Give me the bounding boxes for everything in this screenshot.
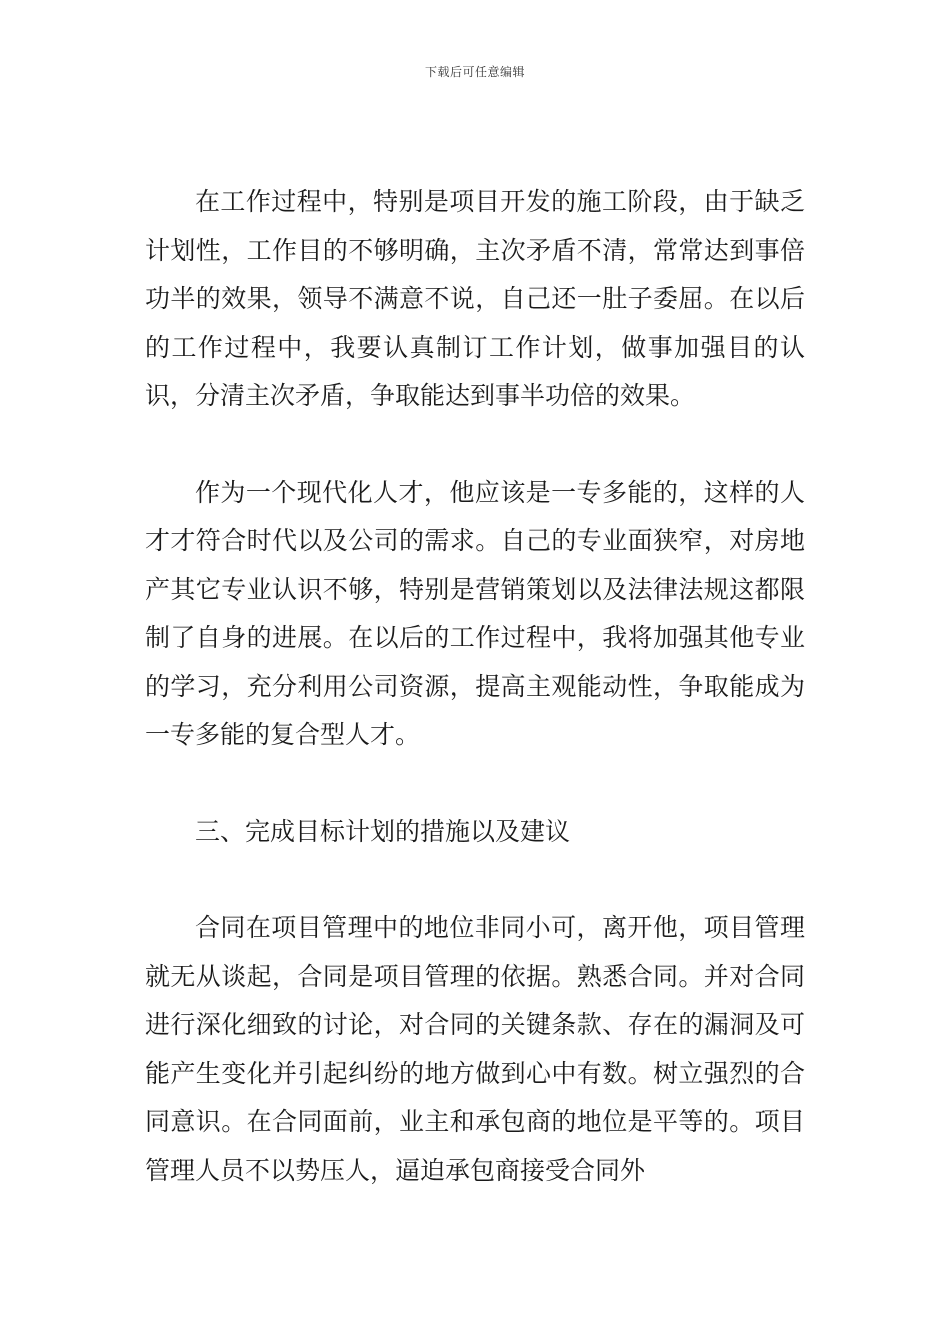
document-body (145, 178, 805, 1195)
paragraph-multi-skilled-talent: 作为一个现代化人才，他应该是一专多能的，这样的人才才符合时代以及公司的需求。自己的专业面狭窄，对房地产其它专业认识不够，特别是营销策划以及法律法规这都限制了自身的进展。在以后的工作过程中，我将加强其他专业的学习，充分利用公司资源，提高主观能动性，争取能成为一专多能的复合型人才。 (145, 477, 805, 749)
paragraph-contract-management: 合同在项目管理中的地位非同小可，离开他，项目管理就无从谈起，合同是项目管理的依据。熟悉合同。并对合同进行深化细致的讨论，对合同的关键条款、存在的漏洞及可能产生变化并引起纠纷的地方做到心中有数。树立强烈的合同意识。在合同面前，业主和承包商的地位是平等的。项目管理人员不以势压人，逼迫承包商接受合同外 (145, 913, 805, 1185)
section-heading: 三、完成目标计划的措施以及建议 (195, 816, 571, 846)
page-header: 下载后可任意编辑 (424, 65, 525, 79)
paragraph-work-planning: 在工作过程中，特别是项目开发的施工阶段，由于缺乏计划性，工作目的不够明确，主次矛盾不清，常常达到事倍功半的效果，领导不满意不说，自己还一肚子委屈。在以后的工作过程中，我要认真制订工作计划，做事加强目的认识，分清主次矛盾，争取能达到事半功倍的效果。 (145, 187, 805, 410)
